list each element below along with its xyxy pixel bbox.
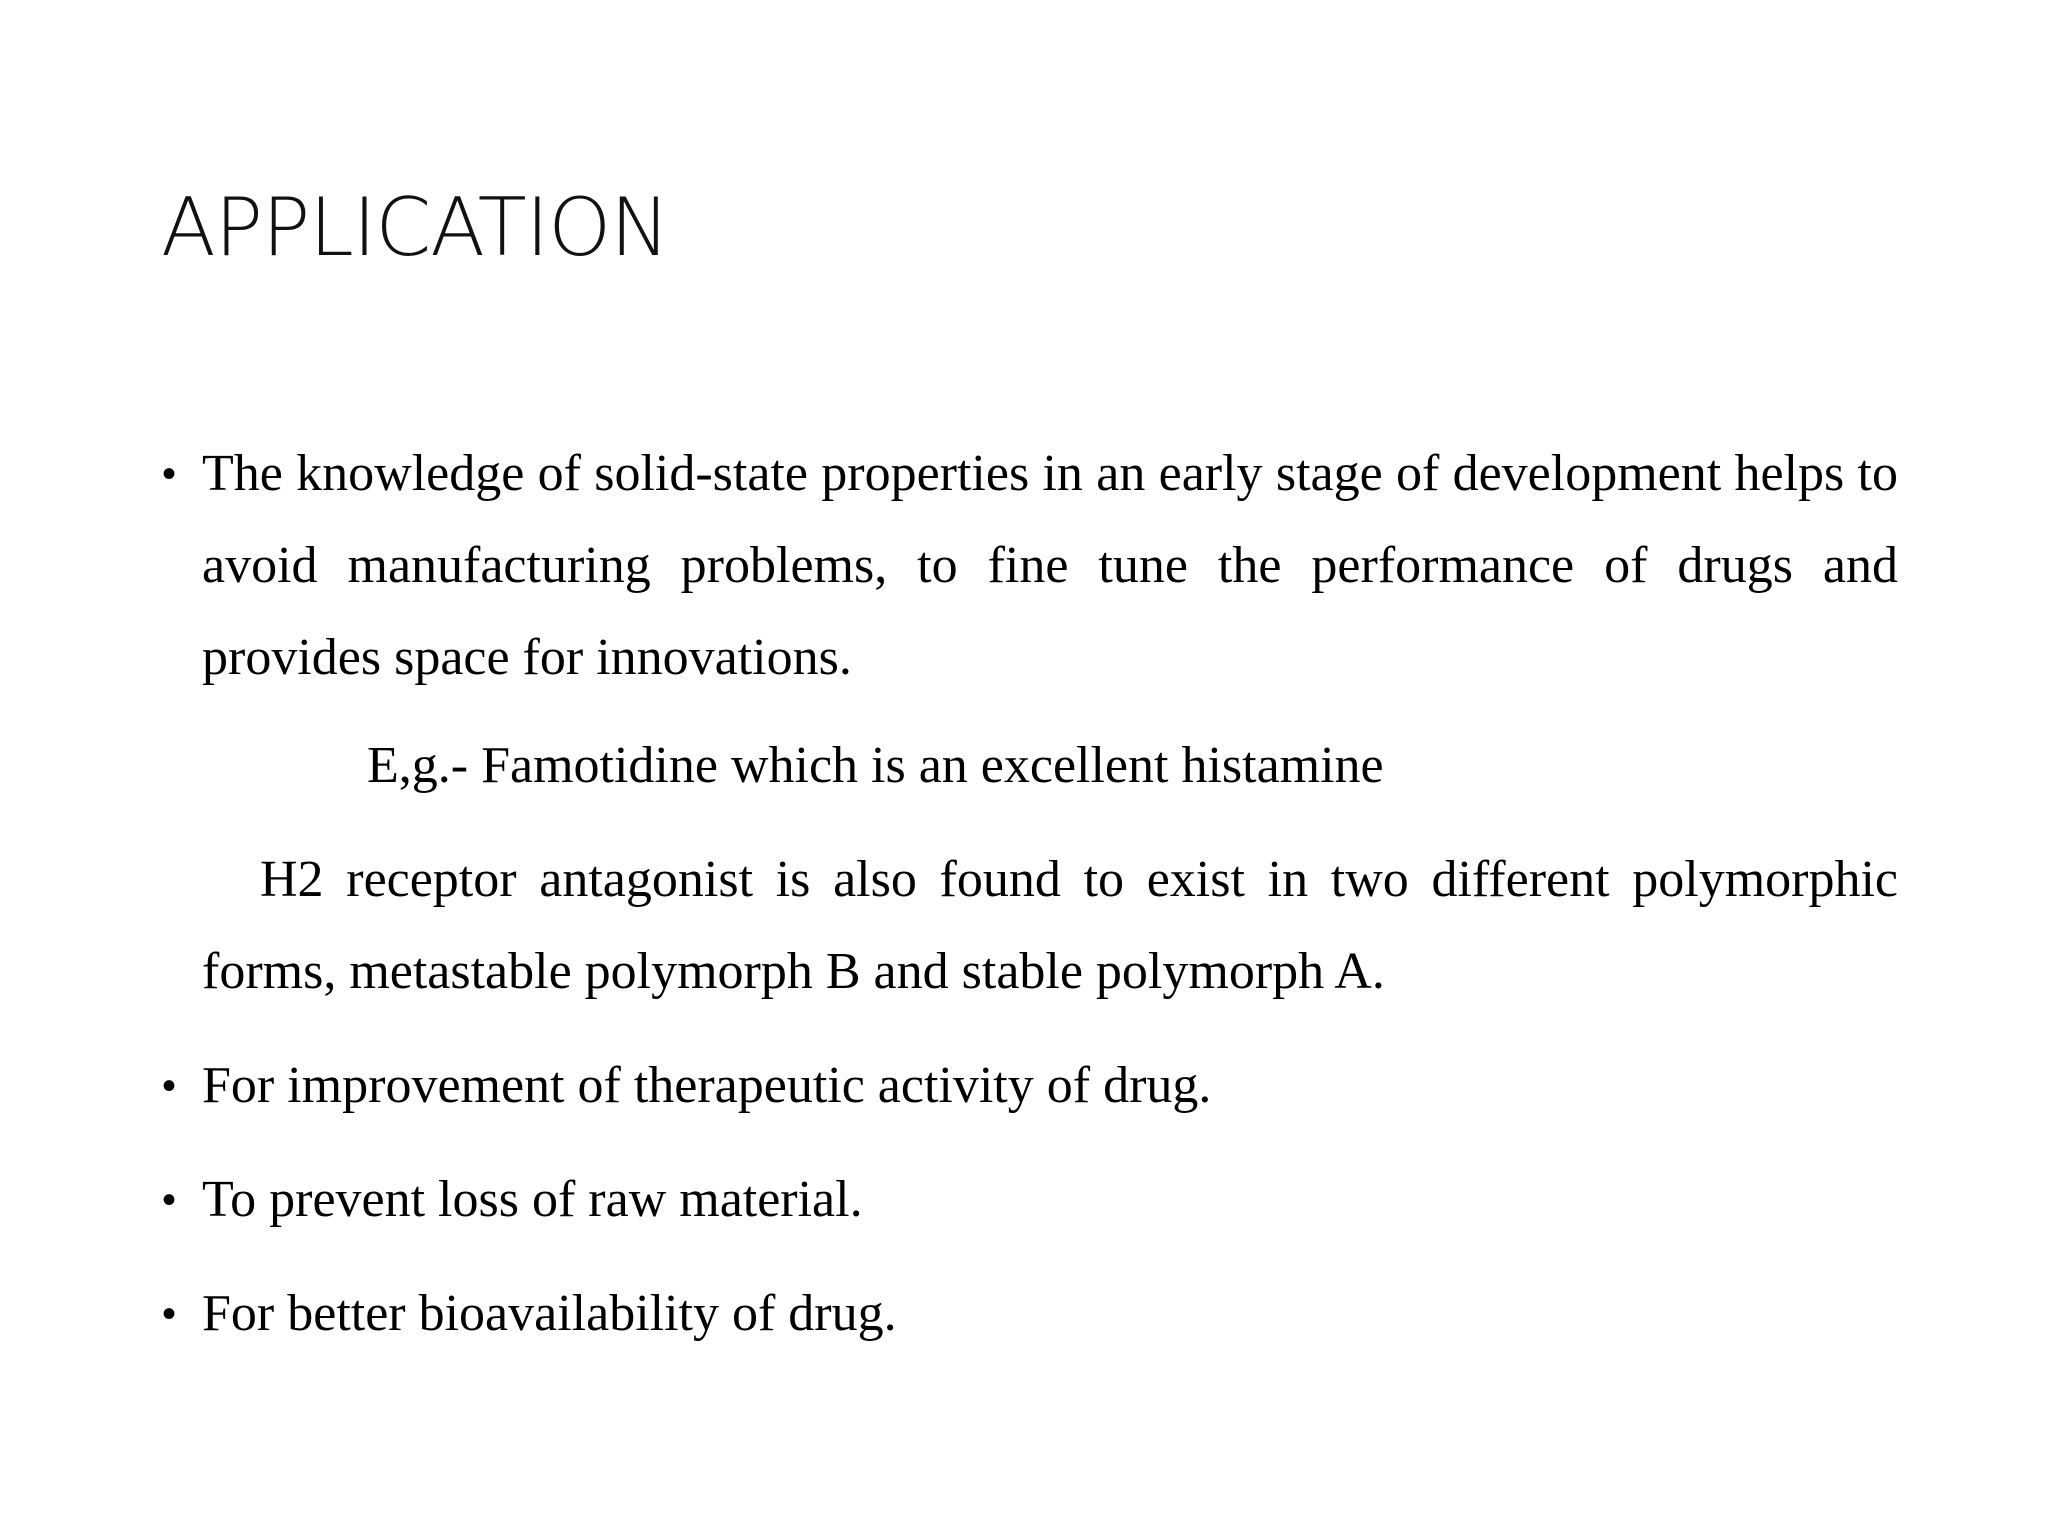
bullet-point-icon: • bbox=[162, 1178, 177, 1222]
bullet-point-icon: • bbox=[162, 452, 177, 496]
example-continuation: H2 receptor antagonist is also found to exist in two different polymorphic forms, metastable polymorph B and stable polymorph A. bbox=[202, 851, 1898, 1000]
example-line: E,g.- Famotidine which is an excellent histamine bbox=[367, 737, 1384, 794]
bullet-text: To prevent loss of raw material. bbox=[202, 1171, 863, 1228]
bullet-point-icon: • bbox=[162, 1292, 177, 1336]
bullet-text: For better bioavailability of drug. bbox=[202, 1285, 897, 1342]
bullet-text: For improvement of therapeutic activity of drug. bbox=[202, 1057, 1212, 1114]
bullet-item bbox=[160, 1040, 1898, 1132]
bullet-point-icon: • bbox=[162, 1064, 177, 1108]
bullet-item bbox=[160, 1268, 1898, 1360]
bullet-item bbox=[160, 1154, 1898, 1246]
slide-title: APPLICATION bbox=[161, 181, 670, 274]
slide-content bbox=[160, 428, 1898, 1360]
bullet-item bbox=[160, 428, 1898, 704]
bullet-text: The knowledge of solid-state properties in an early stage of development helps to avoid manufacturing problems, to fine tune the performance of drugs and provides space for innovations. bbox=[202, 445, 1898, 686]
